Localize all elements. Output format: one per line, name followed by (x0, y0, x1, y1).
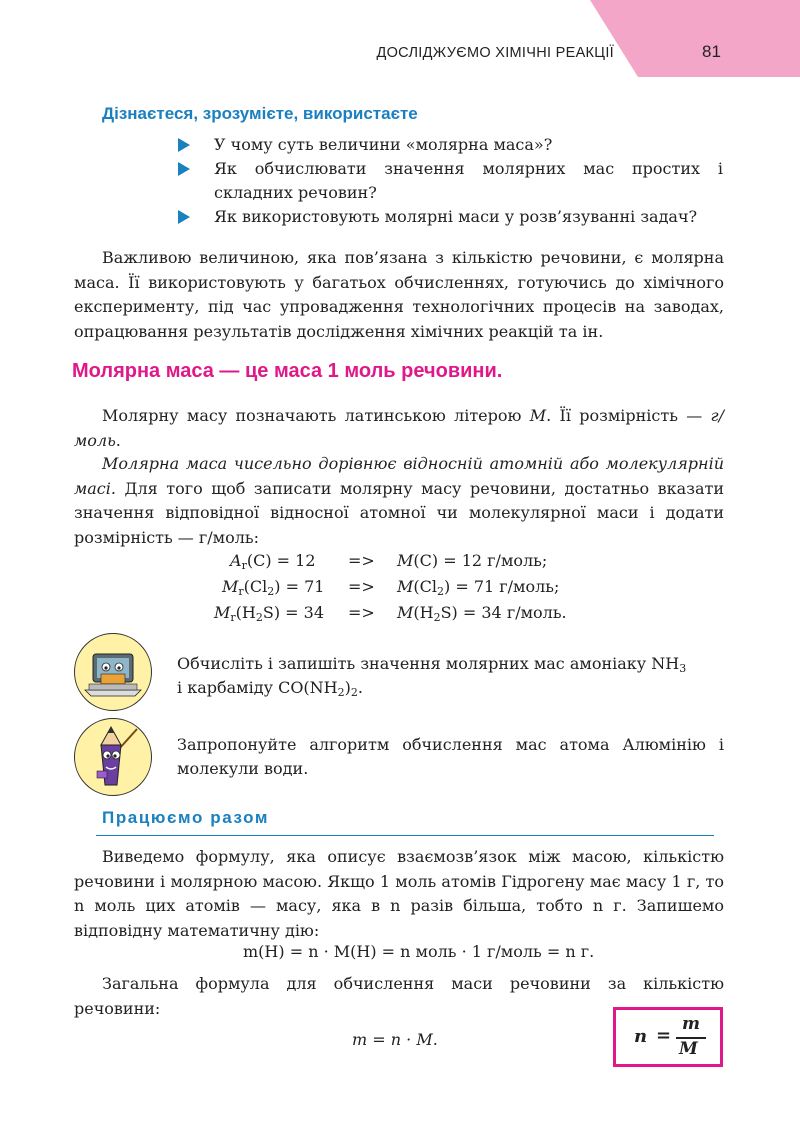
text: . (115, 430, 121, 450)
value: 12 (295, 551, 316, 570)
formula-hydrogen: m(H) = n · M(H) = n моль · 1 г/моль = n г. (243, 942, 595, 961)
question-item (178, 133, 723, 157)
value: 71 (304, 577, 325, 596)
symbol: M (222, 577, 239, 596)
example-row-3: $M_r(H_2S) = 34$ (214, 603, 324, 624)
example-result-3: $M(H_2S) = 34$ г/моль. (397, 603, 567, 624)
result: 34 г/моль. (481, 603, 567, 622)
box-n: n (634, 1026, 648, 1047)
example-row-1: $A_r(C) = 12$ (230, 551, 316, 572)
italic-statement: Молярна маса чисельно дорівнює відносній атомній або молекулярній масі. (74, 454, 724, 498)
intro-paragraph: Важливою величиною, яка пов’язана з кількістю речовини, є молярна маса. Її використовують у багатьох обчисленнях, готуючись до хімічного експерименту, під час упровадження технологічних процесів на заводах, опрацювання результатів дослідження хімічних реакцій та ін. (74, 248, 724, 341)
formula-general: m = n · M. (352, 1030, 438, 1049)
computer-task-icon (74, 633, 152, 711)
unit: г/моль (74, 406, 725, 450)
symbol: M (529, 406, 547, 425)
formula: C (253, 551, 266, 570)
question-item (178, 205, 723, 229)
result: 12 г/моль; (461, 551, 548, 570)
symbol: M (397, 551, 414, 570)
text: Обчисліть і запишіть значення молярних мас амоніаку NH (177, 654, 680, 673)
task-2: Запропонуйте алгоритм обчислення мас атома Алюмінію і молекули води. (177, 735, 724, 778)
box-equals: = (656, 1025, 672, 1046)
symbol: M (214, 603, 231, 622)
formula: Cl (249, 577, 268, 596)
question-item (178, 157, 723, 205)
subscript: 3 (679, 662, 687, 675)
definition-heading: Молярна маса — це маса 1 моль речовини. (72, 360, 503, 382)
subscript: r (241, 559, 247, 572)
arrow: => (348, 603, 375, 622)
result: 71 г/моль; (473, 577, 560, 596)
symbol: M (397, 603, 414, 622)
work-together-heading: Працюємо разом (102, 808, 270, 827)
objectives-title: Дізнаєтеся, зрозумієте, використаєте (102, 104, 418, 123)
pencil-task-icon (74, 718, 152, 796)
text: . (357, 678, 363, 697)
symbol: A (230, 551, 242, 570)
question-text: У чому суть величини «молярна маса»? (214, 135, 553, 154)
corner-decoration (590, 0, 800, 77)
formula-box (613, 1007, 723, 1067)
text: ) (344, 678, 351, 697)
body-paragraph-2 (74, 452, 724, 550)
heading-underline (96, 835, 714, 836)
question-text: Як обчислювати значення молярних мас простих і складних речовин? (214, 159, 723, 202)
formula: Cl (419, 577, 437, 596)
arrow: => (348, 577, 375, 596)
arrow: => (348, 551, 375, 570)
box-denominator: M (679, 1039, 698, 1059)
task-1 (177, 652, 724, 700)
work-paragraph-1: Виведемо формулу, яка описує взаємозв’язок між масою, кількістю речовини і молярною масою. Якщо 1 моль атомів Гідрогену має масу 1 г, то n моль цих атомів — масу, яка в n разів більша, тобто n г. Запишемо відповідну математичну дію: (74, 847, 724, 940)
formula: H (241, 603, 256, 622)
triangle-bullet-icon (178, 210, 190, 224)
box-numerator: m (682, 1014, 700, 1034)
running-head: ДОСЛІДЖУЄМО ХІМІЧНІ РЕАКЦІЇ (376, 45, 614, 61)
triangle-bullet-icon (178, 162, 190, 176)
text: Молярну масу позначають латинською літерою (102, 406, 522, 425)
text: . Її розмірність — (546, 406, 703, 425)
symbol: M (397, 577, 414, 596)
work-paragraph-2: Загальна формула для обчислення маси речовини за кількістю речовини: (74, 974, 724, 1018)
subscript: r (238, 585, 244, 598)
formula: C (419, 551, 432, 570)
text: і карбаміду CO(NH (177, 678, 338, 697)
text: Для того щоб записати молярну масу речовини, достатньо вказати значення відповідної відносної атомної чи молекулярної маси і додати розмірність — г/моль: (74, 478, 724, 547)
example-result-2: $M(Cl_2) = 71$ г/моль; (397, 577, 560, 598)
subscript: r (230, 611, 236, 624)
example-row-2: $M_r(Cl_2) = 71$ (222, 577, 325, 598)
subscript: 2 (350, 686, 358, 699)
body-paragraph-1 (74, 404, 724, 453)
triangle-bullet-icon (178, 138, 190, 152)
subscript: 2 (337, 686, 345, 699)
formula: H (419, 603, 434, 622)
value: 34 (303, 603, 324, 622)
example-result-1: M(C) = 12 г/моль; (397, 551, 548, 570)
page-number: 81 (702, 42, 721, 61)
question-text: Як використовують молярні маси у розв’язуванні задач? (214, 207, 698, 226)
